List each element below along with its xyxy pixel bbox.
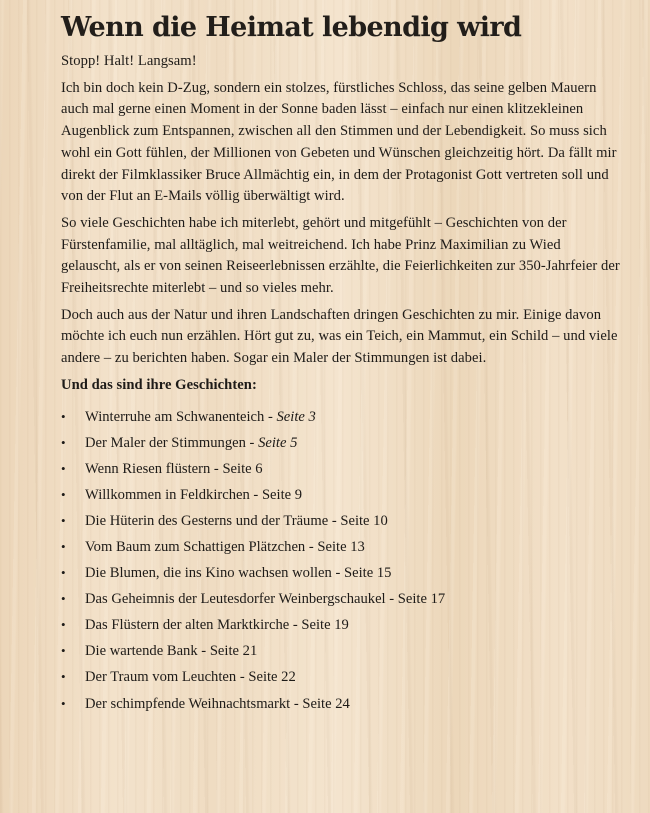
- story-page-ref: Seite 9: [261, 486, 303, 503]
- story-page-ref: Seite 21: [209, 643, 258, 660]
- bullet-icon: •: [61, 460, 66, 476]
- story-list-item: [61, 560, 621, 586]
- story-page-ref: Seite 6: [222, 460, 263, 477]
- story-list-item: [61, 430, 621, 456]
- paragraph-2: So viele Geschichten habe ich miterlebt, gehört und mitgefühlt – Geschichten von der Fürstenfamilie, mal alltäglich, mal weitreichend. Ich habe Prinz Maximilian zu Wied gelauscht, als er von seinen Reiseerlebnissen erzählte, die Feierlichkeiten zur 350-Jahrfeier der Freiheitsrechte miterlebt – und so vieles mehr.: [61, 214, 620, 297]
- story-page-ref: Seite 24: [302, 695, 350, 712]
- list-heading: Und das sind ihre Geschichten:: [61, 376, 257, 393]
- story-page-ref: Seite 17: [397, 591, 446, 608]
- story-title: Willkommen in Feldkirchen -: [85, 486, 262, 503]
- story-list-item: [61, 664, 621, 690]
- story-list-item: [61, 508, 621, 534]
- story-list-item: [61, 482, 621, 508]
- story-page-ref: Seite 22: [248, 669, 296, 686]
- story-list-item: [61, 612, 621, 638]
- story-title: Der Maler der Stimmungen -: [85, 434, 259, 451]
- story-page-ref: Seite 5: [258, 434, 298, 451]
- story-page-ref: Seite 3: [276, 408, 316, 425]
- story-list-item: [61, 404, 621, 430]
- story-title: Die Blumen, die ins Kino wachsen wollen -: [85, 565, 344, 582]
- story-list-item: [61, 456, 621, 482]
- story-list-item: [61, 586, 621, 612]
- story-list-item: [61, 691, 621, 717]
- story-title: Die Hüterin des Gesterns und der Träume -: [85, 512, 341, 529]
- bullet-icon: •: [61, 434, 66, 450]
- story-title: Das Flüstern der alten Marktkirche -: [85, 617, 302, 634]
- story-title: Winterruhe am Schwanenteich -: [85, 408, 277, 425]
- story-title: Das Geheimnis der Leutesdorfer Weinbergschaukel -: [85, 591, 398, 608]
- story-title: Vom Baum zum Schattigen Plätzchen -: [85, 539, 318, 556]
- body-text: [61, 51, 621, 717]
- bullet-icon: •: [61, 539, 66, 555]
- bullet-icon: •: [61, 669, 66, 685]
- bullet-icon: •: [61, 512, 66, 528]
- bullet-icon: •: [61, 643, 66, 659]
- story-page-ref: Seite 13: [317, 539, 365, 556]
- story-page-ref: Seite 19: [301, 617, 349, 634]
- bullet-icon: •: [61, 565, 66, 581]
- paragraph-3: Doch auch aus der Natur und ihren Landschaften dringen Geschichten zu mir. Einige davon möchte ich euch nun erzählen. Hört gut zu, was ein Teich, ein Mammut, ein Schild – und viele andere – zu berichten haben. Sogar ein Maler der Stimmungen ist dabei.: [61, 306, 618, 367]
- lead-line: Stopp! Halt! Langsam!: [61, 53, 197, 69]
- story-title: Der Traum vom Leuchten -: [85, 669, 249, 686]
- bullet-icon: •: [61, 486, 66, 502]
- page-title: Wenn die Heimat lebendig wird: [61, 12, 522, 43]
- story-page-ref: Seite 15: [344, 565, 392, 582]
- paragraph-1: Ich bin doch kein D-Zug, sondern ein stolzes, fürstliches Schloss, das seine gelben Mauern auch mal gerne einen Moment in der Sonne baden lässt – einfach nur einen klitzekleinen Augenblick zum Entspannen, zwischen all den Stimmen und der Lebendigkeit. So muss sich wohl ein Gott fühlen, der Millionen von Gebeten und Wünschen gleichzeitig hört. Da fällt mir direkt der Filmklassiker Bruce Allmächtig ein, in dem der Protagonist Gott vertreten soll und von der Flut an E-Mails völlig überwältigt wird.: [61, 79, 617, 205]
- bullet-icon: •: [61, 591, 66, 607]
- bullet-icon: •: [61, 408, 66, 424]
- story-page-ref: Seite 10: [340, 512, 388, 529]
- story-list: [61, 404, 621, 717]
- story-title: Der schimpfende Weihnachtsmarkt -: [85, 695, 303, 712]
- bullet-icon: •: [61, 695, 66, 711]
- story-title: Die wartende Bank -: [85, 643, 210, 660]
- story-list-item: [61, 638, 621, 664]
- story-title: Wenn Riesen flüstern -: [85, 460, 223, 477]
- bullet-icon: •: [61, 617, 66, 633]
- story-list-item: [61, 534, 621, 560]
